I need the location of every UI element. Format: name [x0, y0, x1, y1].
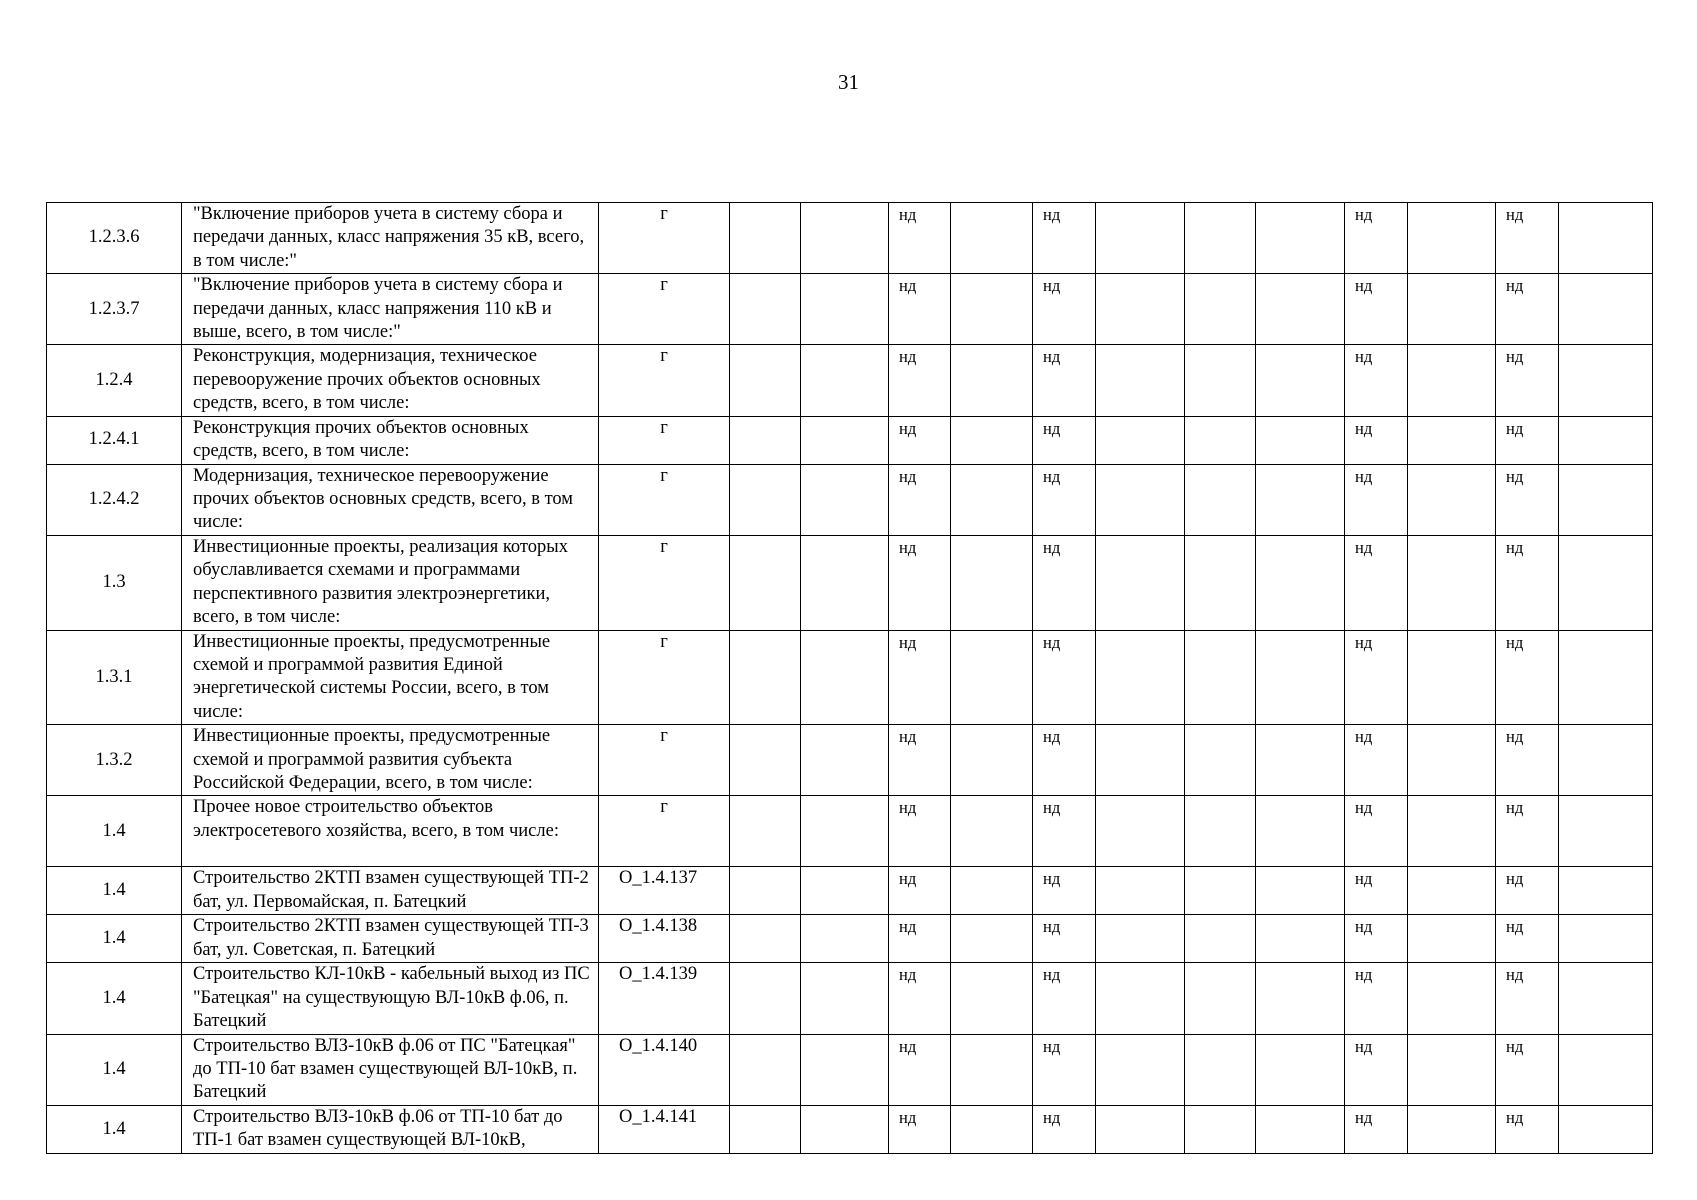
empty-cell [1096, 630, 1185, 725]
empty-cell [951, 274, 1033, 345]
value-cell: нд [1345, 464, 1408, 535]
empty-cell [1559, 796, 1653, 867]
empty-cell [1256, 1034, 1345, 1105]
empty-cell [1408, 1105, 1496, 1153]
table-row [47, 796, 1653, 867]
row-number: 1.4 [47, 1105, 182, 1153]
empty-cell [1185, 345, 1256, 416]
value-cell: нд [1033, 535, 1096, 630]
value-cell: нд [889, 963, 951, 1034]
row-name: Строительство 2КТП взамен существующей ТП-3 бат, ул. Советская, п. Батецкий [182, 915, 599, 963]
empty-cell [801, 535, 889, 630]
value-cell: нд [889, 1105, 951, 1153]
empty-cell [801, 1034, 889, 1105]
row-code: г [599, 725, 730, 796]
value-cell: нд [1496, 464, 1559, 535]
row-code: г [599, 416, 730, 464]
empty-cell [730, 915, 801, 963]
empty-cell [730, 867, 801, 915]
empty-cell [1559, 1105, 1653, 1153]
empty-cell [730, 796, 801, 867]
value-cell: нд [1345, 867, 1408, 915]
empty-cell [1256, 915, 1345, 963]
empty-cell [1408, 796, 1496, 867]
row-code: г [599, 535, 730, 630]
value-cell: нд [889, 464, 951, 535]
empty-cell [1185, 1105, 1256, 1153]
empty-cell [730, 345, 801, 416]
row-name: Инвестиционные проекты, предусмотренные схемой и программой развития субъекта Российской Федерации, всего, в том числе: [182, 725, 599, 796]
empty-cell [801, 345, 889, 416]
value-cell: нд [1345, 274, 1408, 345]
empty-cell [951, 416, 1033, 464]
empty-cell [801, 1105, 889, 1153]
value-cell: нд [889, 535, 951, 630]
row-number: 1.3.2 [47, 725, 182, 796]
table-row [47, 464, 1653, 535]
value-cell: нд [1345, 1034, 1408, 1105]
value-cell: нд [1033, 345, 1096, 416]
empty-cell [1185, 963, 1256, 1034]
row-code: г [599, 630, 730, 725]
empty-cell [1185, 274, 1256, 345]
row-number: 1.2.4.2 [47, 464, 182, 535]
table-row [47, 915, 1653, 963]
row-name: Реконструкция, модернизация, техническое перевооружение прочих объектов основных средств, всего, в том числе: [182, 345, 599, 416]
empty-cell [1559, 535, 1653, 630]
empty-cell [1185, 867, 1256, 915]
empty-cell [1096, 725, 1185, 796]
empty-cell [1256, 963, 1345, 1034]
value-cell: нд [889, 345, 951, 416]
row-code: г [599, 464, 730, 535]
row-number: 1.4 [47, 963, 182, 1034]
empty-cell [1096, 203, 1185, 274]
value-cell: нд [1033, 416, 1096, 464]
empty-cell [1408, 345, 1496, 416]
row-number: 1.3 [47, 535, 182, 630]
empty-cell [1096, 1034, 1185, 1105]
empty-cell [1408, 630, 1496, 725]
empty-cell [801, 867, 889, 915]
empty-cell [951, 345, 1033, 416]
empty-cell [951, 535, 1033, 630]
empty-cell [801, 630, 889, 725]
empty-cell [1408, 915, 1496, 963]
value-cell: нд [889, 203, 951, 274]
table-row [47, 535, 1653, 630]
empty-cell [1185, 725, 1256, 796]
value-cell: нд [1033, 630, 1096, 725]
empty-cell [1185, 630, 1256, 725]
value-cell: нд [1033, 915, 1096, 963]
empty-cell [801, 725, 889, 796]
empty-cell [1185, 416, 1256, 464]
value-cell: нд [1345, 630, 1408, 725]
value-cell: нд [1496, 535, 1559, 630]
value-cell: нд [1496, 1034, 1559, 1105]
empty-cell [730, 1105, 801, 1153]
value-cell: нд [1345, 345, 1408, 416]
value-cell: нд [1496, 1105, 1559, 1153]
empty-cell [1096, 274, 1185, 345]
value-cell: нд [1496, 203, 1559, 274]
empty-cell [1096, 416, 1185, 464]
value-cell: нд [1496, 416, 1559, 464]
value-cell: нд [889, 630, 951, 725]
empty-cell [951, 915, 1033, 963]
row-name: Модернизация, техническое перевооружение прочих объектов основных средств, всего, в том числе: [182, 464, 599, 535]
value-cell: нд [889, 915, 951, 963]
value-cell: нд [1033, 796, 1096, 867]
empty-cell [1559, 464, 1653, 535]
table-row [47, 416, 1653, 464]
row-number: 1.2.4 [47, 345, 182, 416]
value-cell: нд [1496, 274, 1559, 345]
row-name: Строительство ВЛЗ-10кВ ф.06 от ПС "Батецкая" до ТП-10 бат взамен существующей ВЛ-10кВ, п. Батецкий [182, 1034, 599, 1105]
empty-cell [730, 1034, 801, 1105]
empty-cell [1256, 203, 1345, 274]
empty-cell [1096, 535, 1185, 630]
empty-cell [801, 274, 889, 345]
row-number: 1.2.4.1 [47, 416, 182, 464]
empty-cell [951, 203, 1033, 274]
empty-cell [951, 1105, 1033, 1153]
row-code: O_1.4.140 [599, 1034, 730, 1105]
value-cell: нд [1496, 725, 1559, 796]
row-code: г [599, 345, 730, 416]
empty-cell [730, 725, 801, 796]
value-cell: нд [889, 416, 951, 464]
row-code: г [599, 796, 730, 867]
empty-cell [1559, 345, 1653, 416]
empty-cell [951, 796, 1033, 867]
empty-cell [1408, 1034, 1496, 1105]
empty-cell [1256, 274, 1345, 345]
empty-cell [1096, 464, 1185, 535]
empty-cell [1185, 535, 1256, 630]
row-name: Прочее новое строительство объектов электросетевого хозяйства, всего, в том числе: [182, 796, 599, 867]
table-row [47, 203, 1653, 274]
row-name: "Включение приборов учета в систему сбора и передачи данных, класс напряжения 35 кВ, всего, в том числе:" [182, 203, 599, 274]
row-name: Строительство ВЛЗ-10кВ ф.06 от ТП-10 бат до ТП-1 бат взамен существующей ВЛ-10кВ, [182, 1105, 599, 1153]
empty-cell [1256, 630, 1345, 725]
empty-cell [801, 963, 889, 1034]
value-cell: нд [1033, 1105, 1096, 1153]
empty-cell [730, 416, 801, 464]
investment-table [46, 202, 1653, 1154]
row-name: Строительство КЛ-10кВ - кабельный выход из ПС "Батецкая" на существующую ВЛ-10кВ ф.06, п. Батецкий [182, 963, 599, 1034]
row-name: Реконструкция прочих объектов основных средств, всего, в том числе: [182, 416, 599, 464]
table-row [47, 1105, 1653, 1153]
empty-cell [1256, 725, 1345, 796]
empty-cell [730, 630, 801, 725]
value-cell: нд [1345, 725, 1408, 796]
empty-cell [951, 725, 1033, 796]
empty-cell [730, 963, 801, 1034]
value-cell: нд [1033, 867, 1096, 915]
empty-cell [1256, 867, 1345, 915]
page-number: 31 [838, 70, 859, 94]
empty-cell [1408, 725, 1496, 796]
table-row [47, 274, 1653, 345]
empty-cell [1559, 630, 1653, 725]
value-cell: нд [1496, 963, 1559, 1034]
value-cell: нд [1496, 867, 1559, 915]
value-cell: нд [1033, 203, 1096, 274]
row-number: 1.2.3.7 [47, 274, 182, 345]
empty-cell [1096, 915, 1185, 963]
empty-cell [1256, 464, 1345, 535]
value-cell: нд [1033, 725, 1096, 796]
value-cell: нд [889, 867, 951, 915]
value-cell: нд [1345, 796, 1408, 867]
empty-cell [1185, 915, 1256, 963]
value-cell: нд [1345, 963, 1408, 1034]
row-code: г [599, 274, 730, 345]
empty-cell [1408, 963, 1496, 1034]
value-cell: нд [1345, 416, 1408, 464]
row-number: 1.4 [47, 796, 182, 867]
value-cell: нд [889, 725, 951, 796]
empty-cell [1256, 416, 1345, 464]
empty-cell [1256, 796, 1345, 867]
value-cell: нд [1033, 963, 1096, 1034]
row-number: 1.4 [47, 1034, 182, 1105]
empty-cell [1185, 203, 1256, 274]
empty-cell [1408, 535, 1496, 630]
row-name: Инвестиционные проекты, реализация которых обуславливается схемами и программами перспективного развития электроэнергетики, всего, в том числе: [182, 535, 599, 630]
empty-cell [951, 630, 1033, 725]
empty-cell [1185, 796, 1256, 867]
row-number: 1.4 [47, 915, 182, 963]
row-code: O_1.4.141 [599, 1105, 730, 1153]
value-cell: нд [889, 796, 951, 867]
empty-cell [801, 796, 889, 867]
value-cell: нд [1345, 535, 1408, 630]
empty-cell [1408, 274, 1496, 345]
empty-cell [1559, 867, 1653, 915]
empty-cell [730, 464, 801, 535]
empty-cell [1559, 963, 1653, 1034]
empty-cell [1559, 416, 1653, 464]
empty-cell [951, 867, 1033, 915]
empty-cell [801, 416, 889, 464]
row-code: г [599, 203, 730, 274]
value-cell: нд [889, 1034, 951, 1105]
empty-cell [1096, 963, 1185, 1034]
table-row [47, 630, 1653, 725]
row-name: "Включение приборов учета в систему сбора и передачи данных, класс напряжения 110 кВ и выше, всего, в том числе:" [182, 274, 599, 345]
value-cell: нд [1033, 464, 1096, 535]
value-cell: нд [1345, 915, 1408, 963]
empty-cell [801, 464, 889, 535]
row-code: O_1.4.138 [599, 915, 730, 963]
empty-cell [1559, 203, 1653, 274]
value-cell: нд [1033, 1034, 1096, 1105]
empty-cell [951, 963, 1033, 1034]
value-cell: нд [1496, 630, 1559, 725]
empty-cell [730, 203, 801, 274]
empty-cell [1096, 1105, 1185, 1153]
row-number: 1.4 [47, 867, 182, 915]
empty-cell [951, 1034, 1033, 1105]
empty-cell [1559, 915, 1653, 963]
table-row [47, 725, 1653, 796]
value-cell: нд [1496, 796, 1559, 867]
row-code: O_1.4.139 [599, 963, 730, 1034]
table-body [47, 203, 1653, 1154]
empty-cell [730, 535, 801, 630]
table-row [47, 345, 1653, 416]
empty-cell [951, 464, 1033, 535]
empty-cell [1408, 464, 1496, 535]
empty-cell [1256, 1105, 1345, 1153]
empty-cell [1408, 867, 1496, 915]
value-cell: нд [889, 274, 951, 345]
value-cell: нд [1033, 274, 1096, 345]
empty-cell [1408, 203, 1496, 274]
value-cell: нд [1496, 915, 1559, 963]
value-cell: нд [1345, 203, 1408, 274]
empty-cell [801, 203, 889, 274]
empty-cell [1096, 345, 1185, 416]
empty-cell [1408, 416, 1496, 464]
empty-cell [1096, 867, 1185, 915]
table-row [47, 867, 1653, 915]
empty-cell [1559, 274, 1653, 345]
empty-cell [1096, 796, 1185, 867]
empty-cell [1559, 725, 1653, 796]
value-cell: нд [1345, 1105, 1408, 1153]
table-row [47, 1034, 1653, 1105]
empty-cell [1185, 464, 1256, 535]
empty-cell [1256, 535, 1345, 630]
empty-cell [1559, 1034, 1653, 1105]
row-name: Инвестиционные проекты, предусмотренные схемой и программой развития Единой энергетической системы России, всего, в том числе: [182, 630, 599, 725]
empty-cell [801, 915, 889, 963]
row-code: O_1.4.137 [599, 867, 730, 915]
empty-cell [1256, 345, 1345, 416]
table-row [47, 963, 1653, 1034]
row-name: Строительство 2КТП взамен существующей ТП-2 бат, ул. Первомайская, п. Батецкий [182, 867, 599, 915]
row-number: 1.3.1 [47, 630, 182, 725]
value-cell: нд [1496, 345, 1559, 416]
empty-cell [730, 274, 801, 345]
row-number: 1.2.3.6 [47, 203, 182, 274]
empty-cell [1185, 1034, 1256, 1105]
